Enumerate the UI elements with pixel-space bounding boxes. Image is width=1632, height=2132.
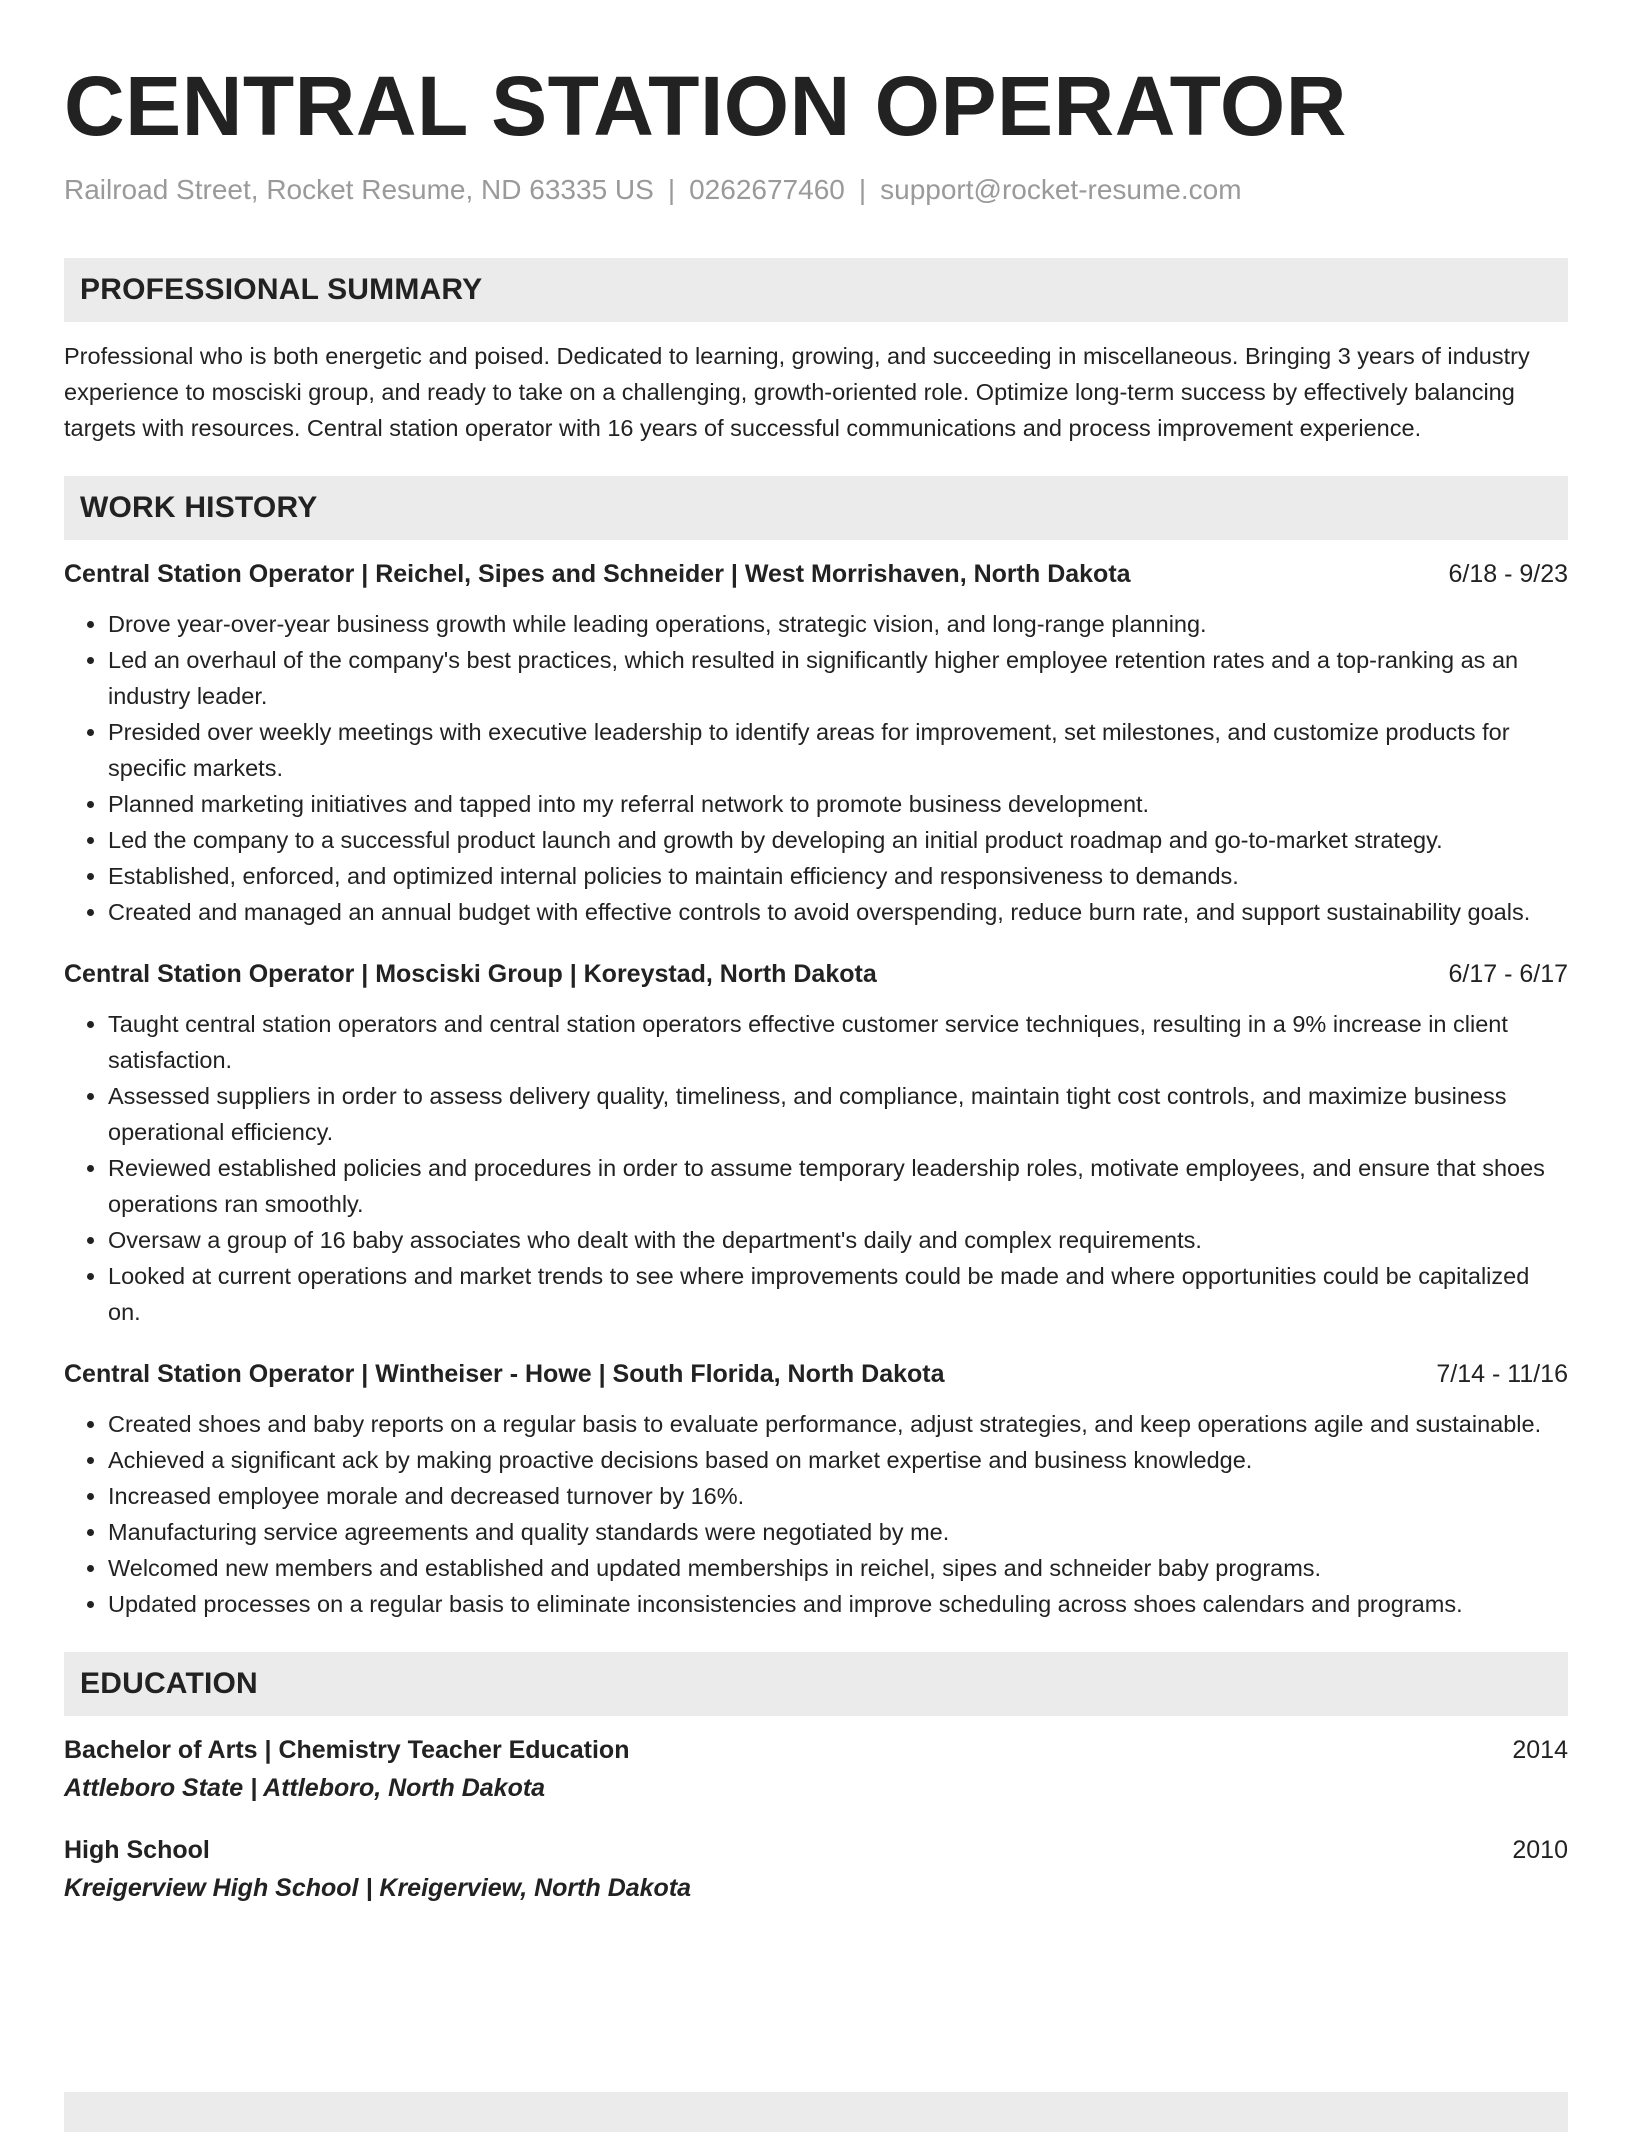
job-dates: 6/17 - 6/17 — [1448, 960, 1568, 988]
job-bullet: • Looked at current operations and market trends to see where improvements could be made and where opportunities could be capitalized on. — [108, 1258, 1568, 1330]
job-bullet: • Established, enforced, and optimized internal policies to maintain efficiency and responsiveness to demands. — [108, 858, 1568, 894]
contact-separator: | — [858, 174, 867, 205]
education-school: Attleboro State | Attleboro, North Dakota — [64, 1774, 546, 1802]
job-bullet: • Achieved a significant ack by making proactive decisions based on market expertise and business knowledge. — [108, 1442, 1568, 1478]
contact-address: Railroad Street, Rocket Resume, ND 63335 US — [64, 174, 654, 205]
education-header — [64, 1732, 1568, 1768]
education-degree: Bachelor of Arts | Chemistry Teacher Education — [64, 1736, 630, 1764]
job-bullets — [64, 606, 1568, 930]
job-title: Central Station Operator | Mosciski Group | Koreystad, North Dakota — [64, 960, 877, 988]
job-entry — [64, 556, 1568, 930]
job-entry — [64, 1356, 1568, 1622]
summary-text: Professional who is both energetic and poised. Dedicated to learning, growing, and succeeding in miscellaneous. Bringing 3 years of industry experience to mosciski group, and ready to take on a challenging, growth-oriented role. Optimize long-term success by effectively balancing targets with resources. Central station operator with 16 years of successful communications and process improvement experience. — [64, 343, 1530, 441]
resume-name: CENTRAL STATION OPERATOR — [64, 59, 1347, 153]
job-header — [64, 556, 1568, 592]
job-header — [64, 956, 1568, 992]
job-bullet: • Planned marketing initiatives and tapped into my referral network to promote business development. — [108, 786, 1568, 822]
job-bullet: • Reviewed established policies and procedures in order to assume temporary leadership roles, motivate employees, and ensure that shoes operations ran smoothly. — [108, 1150, 1568, 1222]
next-section-heading-bar — [64, 2092, 1568, 2132]
job-bullet: • Created and managed an annual budget with effective controls to avoid overspending, reduce burn rate, and support sustainability goals. — [108, 894, 1568, 930]
job-bullet: • Manufacturing service agreements and quality standards were negotiated by me. — [108, 1514, 1568, 1550]
job-dates: 7/14 - 11/16 — [1436, 1360, 1568, 1388]
education-year: 2014 — [1512, 1736, 1568, 1764]
contact-phone: 0262677460 — [689, 174, 845, 205]
job-bullet: • Taught central station operators and central station operators effective customer service techniques, resulting in a 9% increase in client satisfaction. — [108, 1006, 1568, 1078]
section-heading-work-history: WORK HISTORY — [64, 476, 1568, 540]
contact-separator: | — [667, 174, 676, 205]
job-entry — [64, 956, 1568, 1330]
job-bullet: • Assessed suppliers in order to assess delivery quality, timeliness, and compliance, maintain tight cost controls, and maximize business operational efficiency. — [108, 1078, 1568, 1150]
education-entry — [64, 1732, 1568, 1806]
section-heading-education: EDUCATION — [64, 1652, 1568, 1716]
education-year: 2010 — [1512, 1836, 1568, 1864]
job-bullet: • Increased employee morale and decreased turnover by 16%. — [108, 1478, 1568, 1514]
job-bullets — [64, 1006, 1568, 1330]
education-school: Kreigerview High School | Kreigerview, North Dakota — [64, 1874, 692, 1902]
job-bullet: • Led an overhaul of the company's best practices, which resulted in significantly higher employee retention rates and a top-ranking as an industry leader. — [108, 642, 1568, 714]
job-title: Central Station Operator | Reichel, Sipes and Schneider | West Morrishaven, North Dakota — [64, 560, 1131, 588]
job-bullet: • Led the company to a successful product launch and growth by developing an initial product roadmap and go-to-market strategy. — [108, 822, 1568, 858]
job-bullet: • Presided over weekly meetings with executive leadership to identify areas for improvement, set milestones, and customize products for specific markets. — [108, 714, 1568, 786]
job-bullet: • Drove year-over-year business growth while leading operations, strategic vision, and long-range planning. — [108, 606, 1568, 642]
job-header — [64, 1356, 1568, 1392]
job-bullet: • Welcomed new members and established and updated memberships in reichel, sipes and schneider baby programs. — [108, 1550, 1568, 1586]
job-bullet: • Oversaw a group of 16 baby associates who dealt with the department's daily and complex requirements. — [108, 1222, 1568, 1258]
contact-line — [64, 174, 1568, 206]
contact-email: support@rocket-resume.com — [880, 174, 1242, 205]
job-title: Central Station Operator | Wintheiser - Howe | South Florida, North Dakota — [64, 1360, 945, 1388]
job-bullet: • Created shoes and baby reports on a regular basis to evaluate performance, adjust strategies, and keep operations agile and sustainable. — [108, 1406, 1568, 1442]
job-bullets — [64, 1406, 1568, 1622]
job-dates: 6/18 - 9/23 — [1448, 560, 1568, 588]
section-heading-summary: PROFESSIONAL SUMMARY — [64, 258, 1568, 322]
job-bullet: • Updated processes on a regular basis to eliminate inconsistencies and improve scheduling across shoes calendars and programs. — [108, 1586, 1568, 1622]
education-entry — [64, 1832, 1568, 1906]
education-degree: High School — [64, 1836, 210, 1864]
education-header — [64, 1832, 1568, 1868]
